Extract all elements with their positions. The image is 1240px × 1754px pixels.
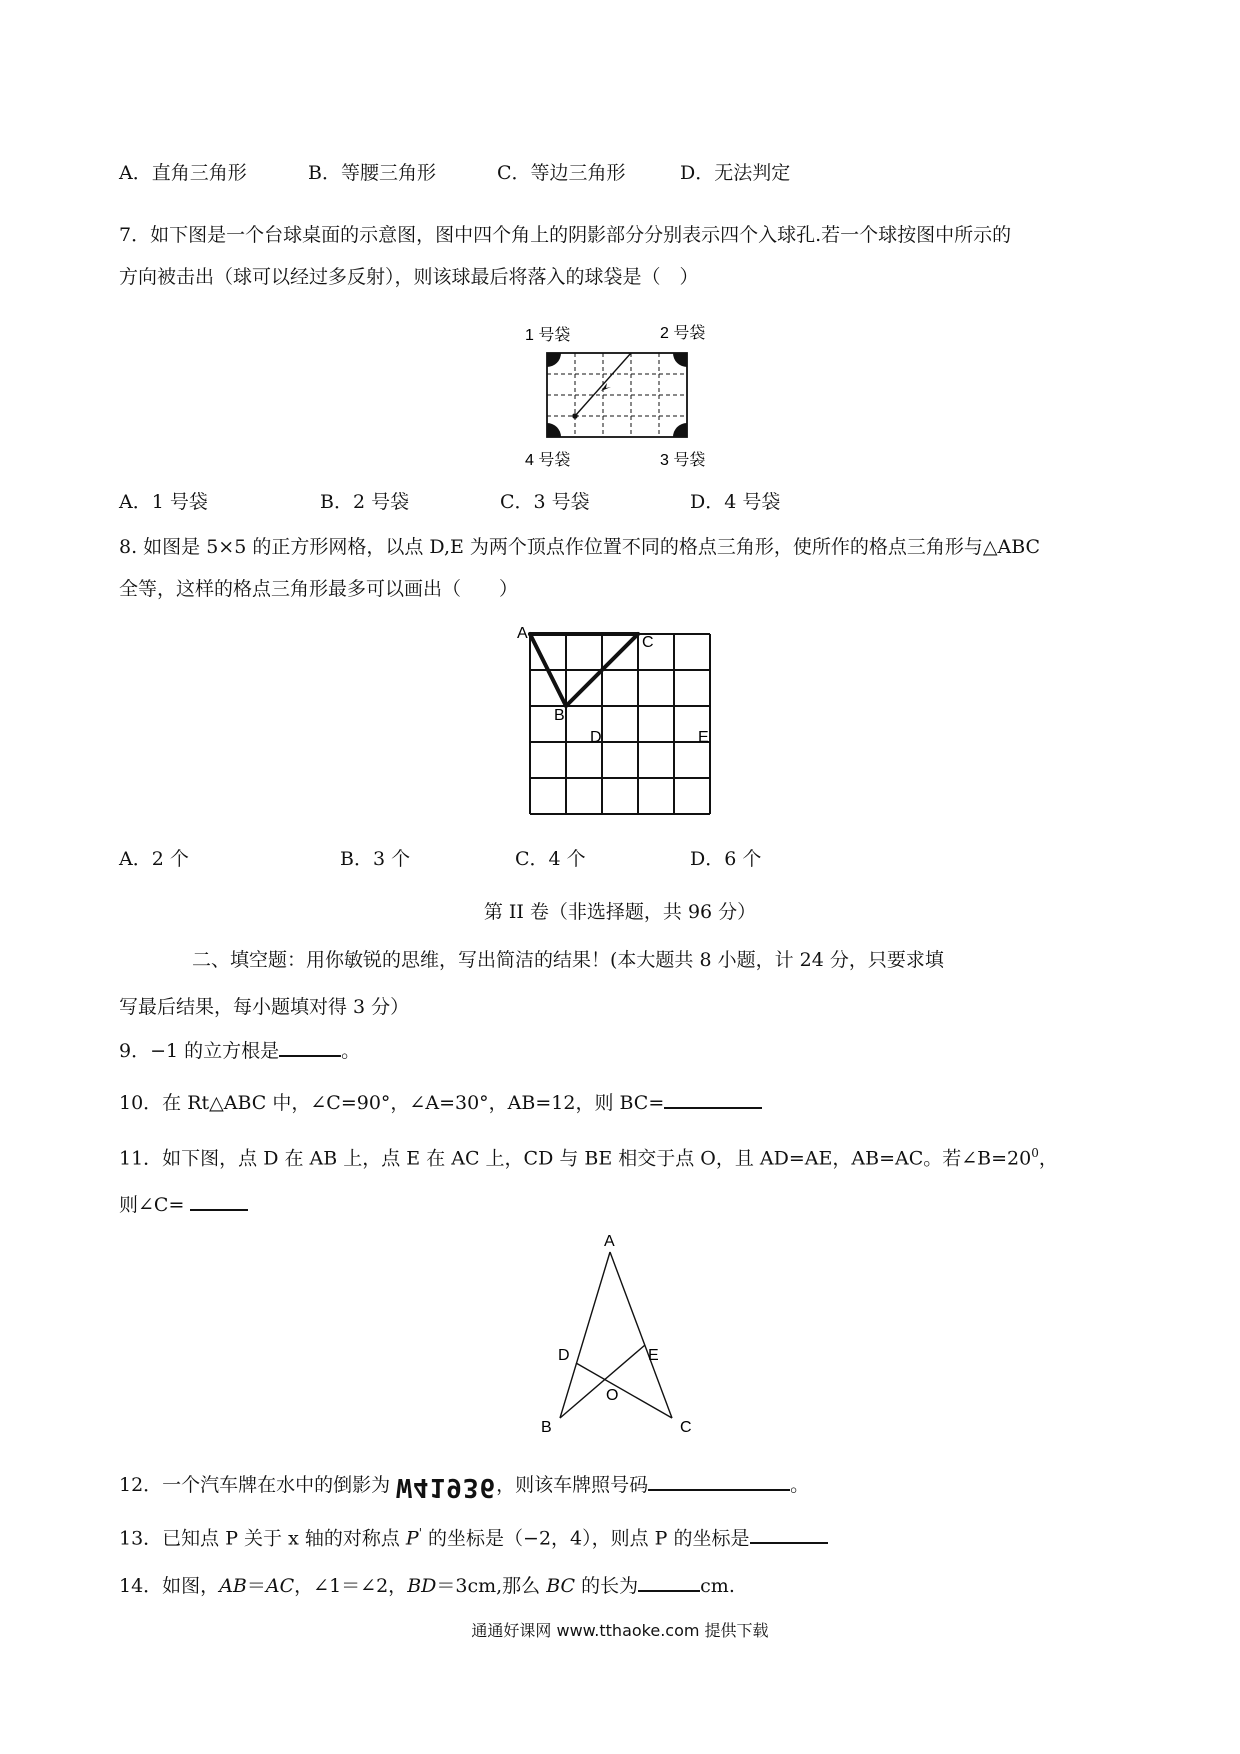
q14-bc: BC	[546, 1575, 576, 1597]
q7-option-b: B．2 号袋	[320, 491, 410, 513]
fig11-point-e: E	[648, 1347, 659, 1364]
part2-title: 第 II 卷（非选择题，共 96 分）	[483, 901, 757, 923]
lattice-grid-figure	[500, 620, 740, 825]
section2-instructions-line1: 二、填空题：用你敏锐的思维，写出简洁的结果！(本大题共 8 小题，计 24 分，只要求填	[192, 949, 944, 971]
q14-text-2: ，∠1＝∠2，	[294, 1575, 408, 1597]
q8-option-d: D．6 个	[690, 848, 762, 870]
point-c-label: C	[642, 634, 654, 651]
q14-bd: BD	[407, 1575, 437, 1597]
q6-option-c: C．等边三角形	[497, 162, 626, 184]
q14-eq: ＝	[246, 1575, 266, 1597]
fig11-point-o: O	[606, 1387, 619, 1404]
q9-text: 9．−1 的立方根是	[119, 1040, 280, 1062]
q13-text-before: 13．已知点 P 关于 x 轴的对称点	[119, 1527, 400, 1550]
q13-question	[119, 1521, 828, 1550]
q9-end: 。	[341, 1040, 361, 1062]
pocket-1-shade	[547, 353, 561, 367]
q11-text-line2	[119, 1191, 248, 1217]
q13-answer-blank	[750, 1524, 828, 1544]
q10-text: 10．在 Rt△ABC 中，∠C=90°，∠A=30°，AB=12，则 BC=	[119, 1092, 665, 1114]
q13-point-p: P	[405, 1527, 419, 1550]
point-d-label: D	[590, 729, 602, 746]
fig11-point-a: A	[604, 1233, 615, 1250]
q11-answer-blank	[190, 1191, 248, 1211]
q11-answer-prefix: 则∠C=	[119, 1194, 185, 1216]
q8-option-c: C．4 个	[515, 848, 586, 870]
q11-degree-sup: 0	[1031, 1146, 1039, 1160]
fig11-point-d: D	[558, 1347, 570, 1364]
pocket-label-2: 2 号袋	[660, 325, 706, 342]
q11-text: 11．如下图，点 D 在 AB 上，点 E 在 AC 上，CD 与 BE 相交于点 O，且 AD=AE，AB=AC。若∠B=20	[119, 1147, 1032, 1170]
q14-text-3: ＝3cm,那么	[436, 1575, 541, 1597]
q10-answer-blank	[664, 1089, 762, 1109]
triangle-ade-figure	[530, 1230, 710, 1435]
pocket-2-shade	[673, 353, 687, 367]
pocket-label-4: 4 号袋	[525, 452, 571, 468]
point-b-label: B	[554, 707, 565, 724]
q9-question	[119, 1037, 360, 1063]
ball-dot	[572, 413, 578, 419]
q7-option-d: D．4 号袋	[690, 491, 781, 513]
pocket-label-1: 1 号袋	[525, 327, 571, 344]
pocket-label-3: 3 号袋	[660, 452, 706, 468]
q6-option-b: B．等腰三角形	[308, 162, 436, 184]
q12-text-before: 12．一个汽车牌在水中的倒影为	[119, 1474, 391, 1496]
q12-answer-blank	[648, 1471, 790, 1491]
q7-option-a: A．1 号袋	[119, 491, 208, 513]
q8-text-line2: 全等，这样的格点三角形最多可以画出（ ）	[119, 578, 519, 600]
q14-text-4: 的长为	[581, 1575, 639, 1597]
q10-question	[119, 1089, 762, 1115]
q12-text-after: ，则该车牌照号码	[496, 1474, 649, 1496]
q12-end: 。	[790, 1474, 810, 1496]
q7-text-line2: 方向被击出（球可以经过多反射），则该球最后将落入的球袋是（ ）	[119, 266, 699, 288]
q8-option-b: B．3 个	[340, 848, 411, 870]
q14-answer-blank	[638, 1572, 700, 1592]
point-a-label: A	[517, 625, 528, 642]
pocket-3-shade	[673, 423, 687, 437]
q14-question	[119, 1572, 735, 1598]
license-plate-reflection: W41936	[396, 1472, 497, 1502]
q6-option-a: A．直角三角形	[119, 162, 247, 184]
grid-lines	[530, 634, 710, 814]
q8-option-a: A．2 个	[119, 848, 189, 870]
fig11-point-b: B	[541, 1419, 552, 1435]
point-e-label: E	[698, 729, 709, 746]
q6-option-d: D．无法判定	[680, 162, 791, 184]
q11-text-end: ，	[1038, 1147, 1058, 1170]
q7-text-line1: 7．如下图是一个台球桌面的示意图，图中四个角上的阴影部分分别表示四个入球孔.若一个球按图中所示的	[119, 224, 1012, 246]
q11-text-line1	[119, 1141, 1058, 1170]
billiard-table-figure	[500, 318, 750, 468]
fig11-point-c: C	[680, 1419, 692, 1435]
q14-ab: AB	[219, 1575, 247, 1597]
q8-text-line1: 8. 如图是 5×5 的正方形网格，以点 D,E 为两个顶点作位置不同的格点三角形，使所作的格点三角形与△ABC	[119, 536, 1041, 558]
pocket-4-shade	[547, 423, 561, 437]
q7-option-c: C．3 号袋	[500, 491, 590, 513]
q9-answer-blank	[279, 1037, 341, 1057]
page-footer: 通通好课网 www.tthaoke.com 提供下载	[471, 1621, 769, 1640]
q12-question	[119, 1471, 810, 1502]
q14-ac: AC	[265, 1575, 295, 1597]
q14-unit: cm.	[700, 1575, 735, 1597]
q13-text-after: 的坐标是（−2，4），则点 P 的坐标是	[428, 1527, 750, 1550]
table-grid	[547, 353, 687, 437]
q13-prime: '	[418, 1526, 422, 1540]
section2-instructions-line2: 写最后结果，每小题填对得 3 分）	[119, 996, 410, 1018]
q14-text-1: 14．如图，	[119, 1575, 220, 1597]
